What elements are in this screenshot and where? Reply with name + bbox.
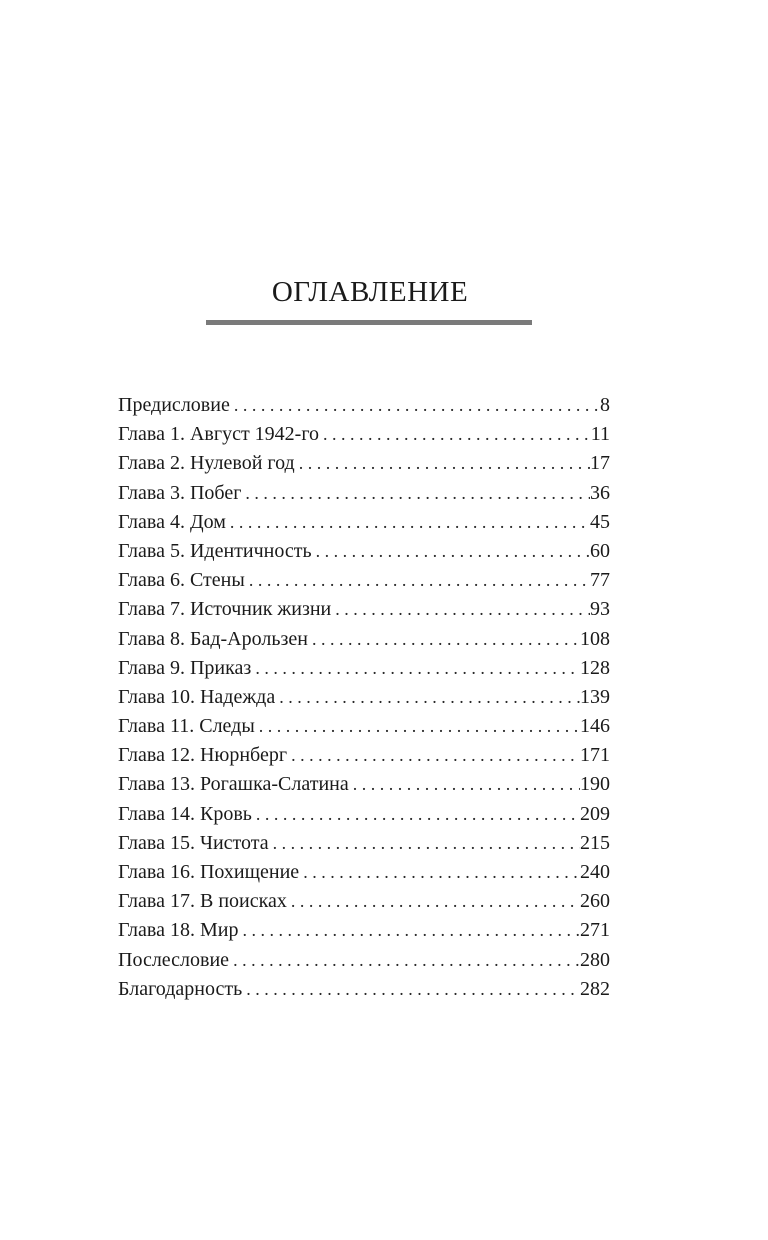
toc-entry xyxy=(118,479,610,508)
toc-entry-page: 139 xyxy=(580,685,610,708)
toc-entry-title: Предисловие xyxy=(118,394,230,416)
toc-entry-title: Глава 16. Похищение xyxy=(118,861,300,883)
dot-leader xyxy=(349,770,580,799)
toc-entry-page: 60 xyxy=(590,539,610,562)
toc-entry xyxy=(118,916,610,945)
toc-entry-title: Глава 11. Следы xyxy=(118,715,255,738)
dot-leader xyxy=(242,975,580,1004)
toc-entry-title: Глава 10. Надежда xyxy=(118,685,276,708)
toc-entry-page: 282 xyxy=(580,977,610,1000)
dot-leader xyxy=(295,449,590,478)
toc-entry-page: 190 xyxy=(580,773,610,796)
toc-entry-page: 17 xyxy=(590,452,610,475)
toc-entry-page: 77 xyxy=(590,569,610,592)
toc-entry xyxy=(118,741,610,770)
toc-entry-title: Глава 12. Нюрнберг xyxy=(118,744,288,767)
toc-entry xyxy=(118,770,610,799)
toc-entry-page: 171 xyxy=(580,744,610,767)
toc-entry-page: 45 xyxy=(590,510,610,533)
toc-entry-page: 93 xyxy=(590,598,610,621)
dot-leader xyxy=(299,858,580,887)
toc-entry xyxy=(118,654,610,683)
toc-entry-title: Глава 9. Приказ xyxy=(118,656,252,679)
toc-entry-title: Глава 6. Стены xyxy=(118,569,245,592)
dot-leader xyxy=(252,800,580,829)
dot-leader xyxy=(331,595,590,624)
toc-entry xyxy=(118,595,610,624)
dot-leader xyxy=(241,479,590,508)
toc-entry-page: 108 xyxy=(580,627,610,650)
toc-entry xyxy=(118,537,610,566)
dot-leader xyxy=(287,887,580,916)
toc-entry xyxy=(118,683,610,712)
toc-entry-title: Глава 15. Чистота xyxy=(118,831,269,854)
dot-leader xyxy=(255,712,580,741)
toc-entry-page: 240 xyxy=(580,861,610,883)
toc-entry xyxy=(118,858,610,887)
toc-entry-page: 280 xyxy=(580,948,610,971)
toc-entry-title: Глава 13. Рогашка-Слатина xyxy=(118,773,349,796)
toc-entry xyxy=(118,800,610,829)
toc-entry-page: 36 xyxy=(590,481,610,504)
toc-entry xyxy=(118,946,610,975)
toc-entry xyxy=(118,420,610,449)
toc-entry xyxy=(118,887,610,916)
dot-leader xyxy=(245,566,590,595)
page-title: ОГЛАВЛЕНИЕ xyxy=(271,276,469,308)
toc-entry-title: Глава 2. Нулевой год xyxy=(118,452,295,475)
dot-leader xyxy=(269,829,580,858)
toc-entry-page: 128 xyxy=(580,656,610,679)
toc-entry-title: Глава 7. Источник жизни xyxy=(118,598,332,621)
dot-leader xyxy=(230,391,600,420)
toc-entry-title: Глава 18. Мир xyxy=(118,919,239,942)
toc-entry xyxy=(118,625,610,654)
toc-entry-title: Глава 8. Бад-Арользен xyxy=(118,627,308,650)
toc-entry-page: 271 xyxy=(580,919,610,942)
toc-entry-page: 8 xyxy=(600,394,610,416)
toc-entry xyxy=(118,449,610,478)
toc-entry-title: Глава 1. Август 1942-го xyxy=(118,423,320,446)
toc-entry-page: 215 xyxy=(580,831,610,854)
title-underline xyxy=(206,320,532,325)
dot-leader xyxy=(312,537,590,566)
dot-leader xyxy=(251,654,580,683)
toc-entry xyxy=(118,975,610,1004)
dot-leader xyxy=(319,420,591,449)
toc-entry-page: 146 xyxy=(580,715,610,738)
toc-entry-title: Глава 17. В поисках xyxy=(118,890,287,913)
dot-leader xyxy=(287,741,580,770)
dot-leader xyxy=(308,625,580,654)
toc-entry-title: Благодарность xyxy=(118,977,243,1000)
toc-entry-title: Послесловие xyxy=(118,948,230,971)
dot-leader xyxy=(229,946,580,975)
dot-leader xyxy=(238,916,580,945)
toc-entry-title: Глава 3. Побег xyxy=(118,481,242,504)
toc-entry xyxy=(118,391,610,420)
toc-entry xyxy=(118,829,610,858)
toc-entry-title: Глава 14. Кровь xyxy=(118,802,252,825)
toc-entry xyxy=(118,712,610,741)
toc-entry-page: 260 xyxy=(580,890,610,913)
toc-entry xyxy=(118,508,610,537)
dot-leader xyxy=(275,683,580,712)
dot-leader xyxy=(226,508,590,537)
table-of-contents xyxy=(118,391,610,1004)
toc-entry-title: Глава 4. Дом xyxy=(118,510,226,533)
toc-entry-page: 11 xyxy=(590,423,610,446)
toc-entry-page: 209 xyxy=(580,802,610,825)
toc-entry xyxy=(118,566,610,595)
toc-entry-title: Глава 5. Идентичность xyxy=(118,539,312,562)
